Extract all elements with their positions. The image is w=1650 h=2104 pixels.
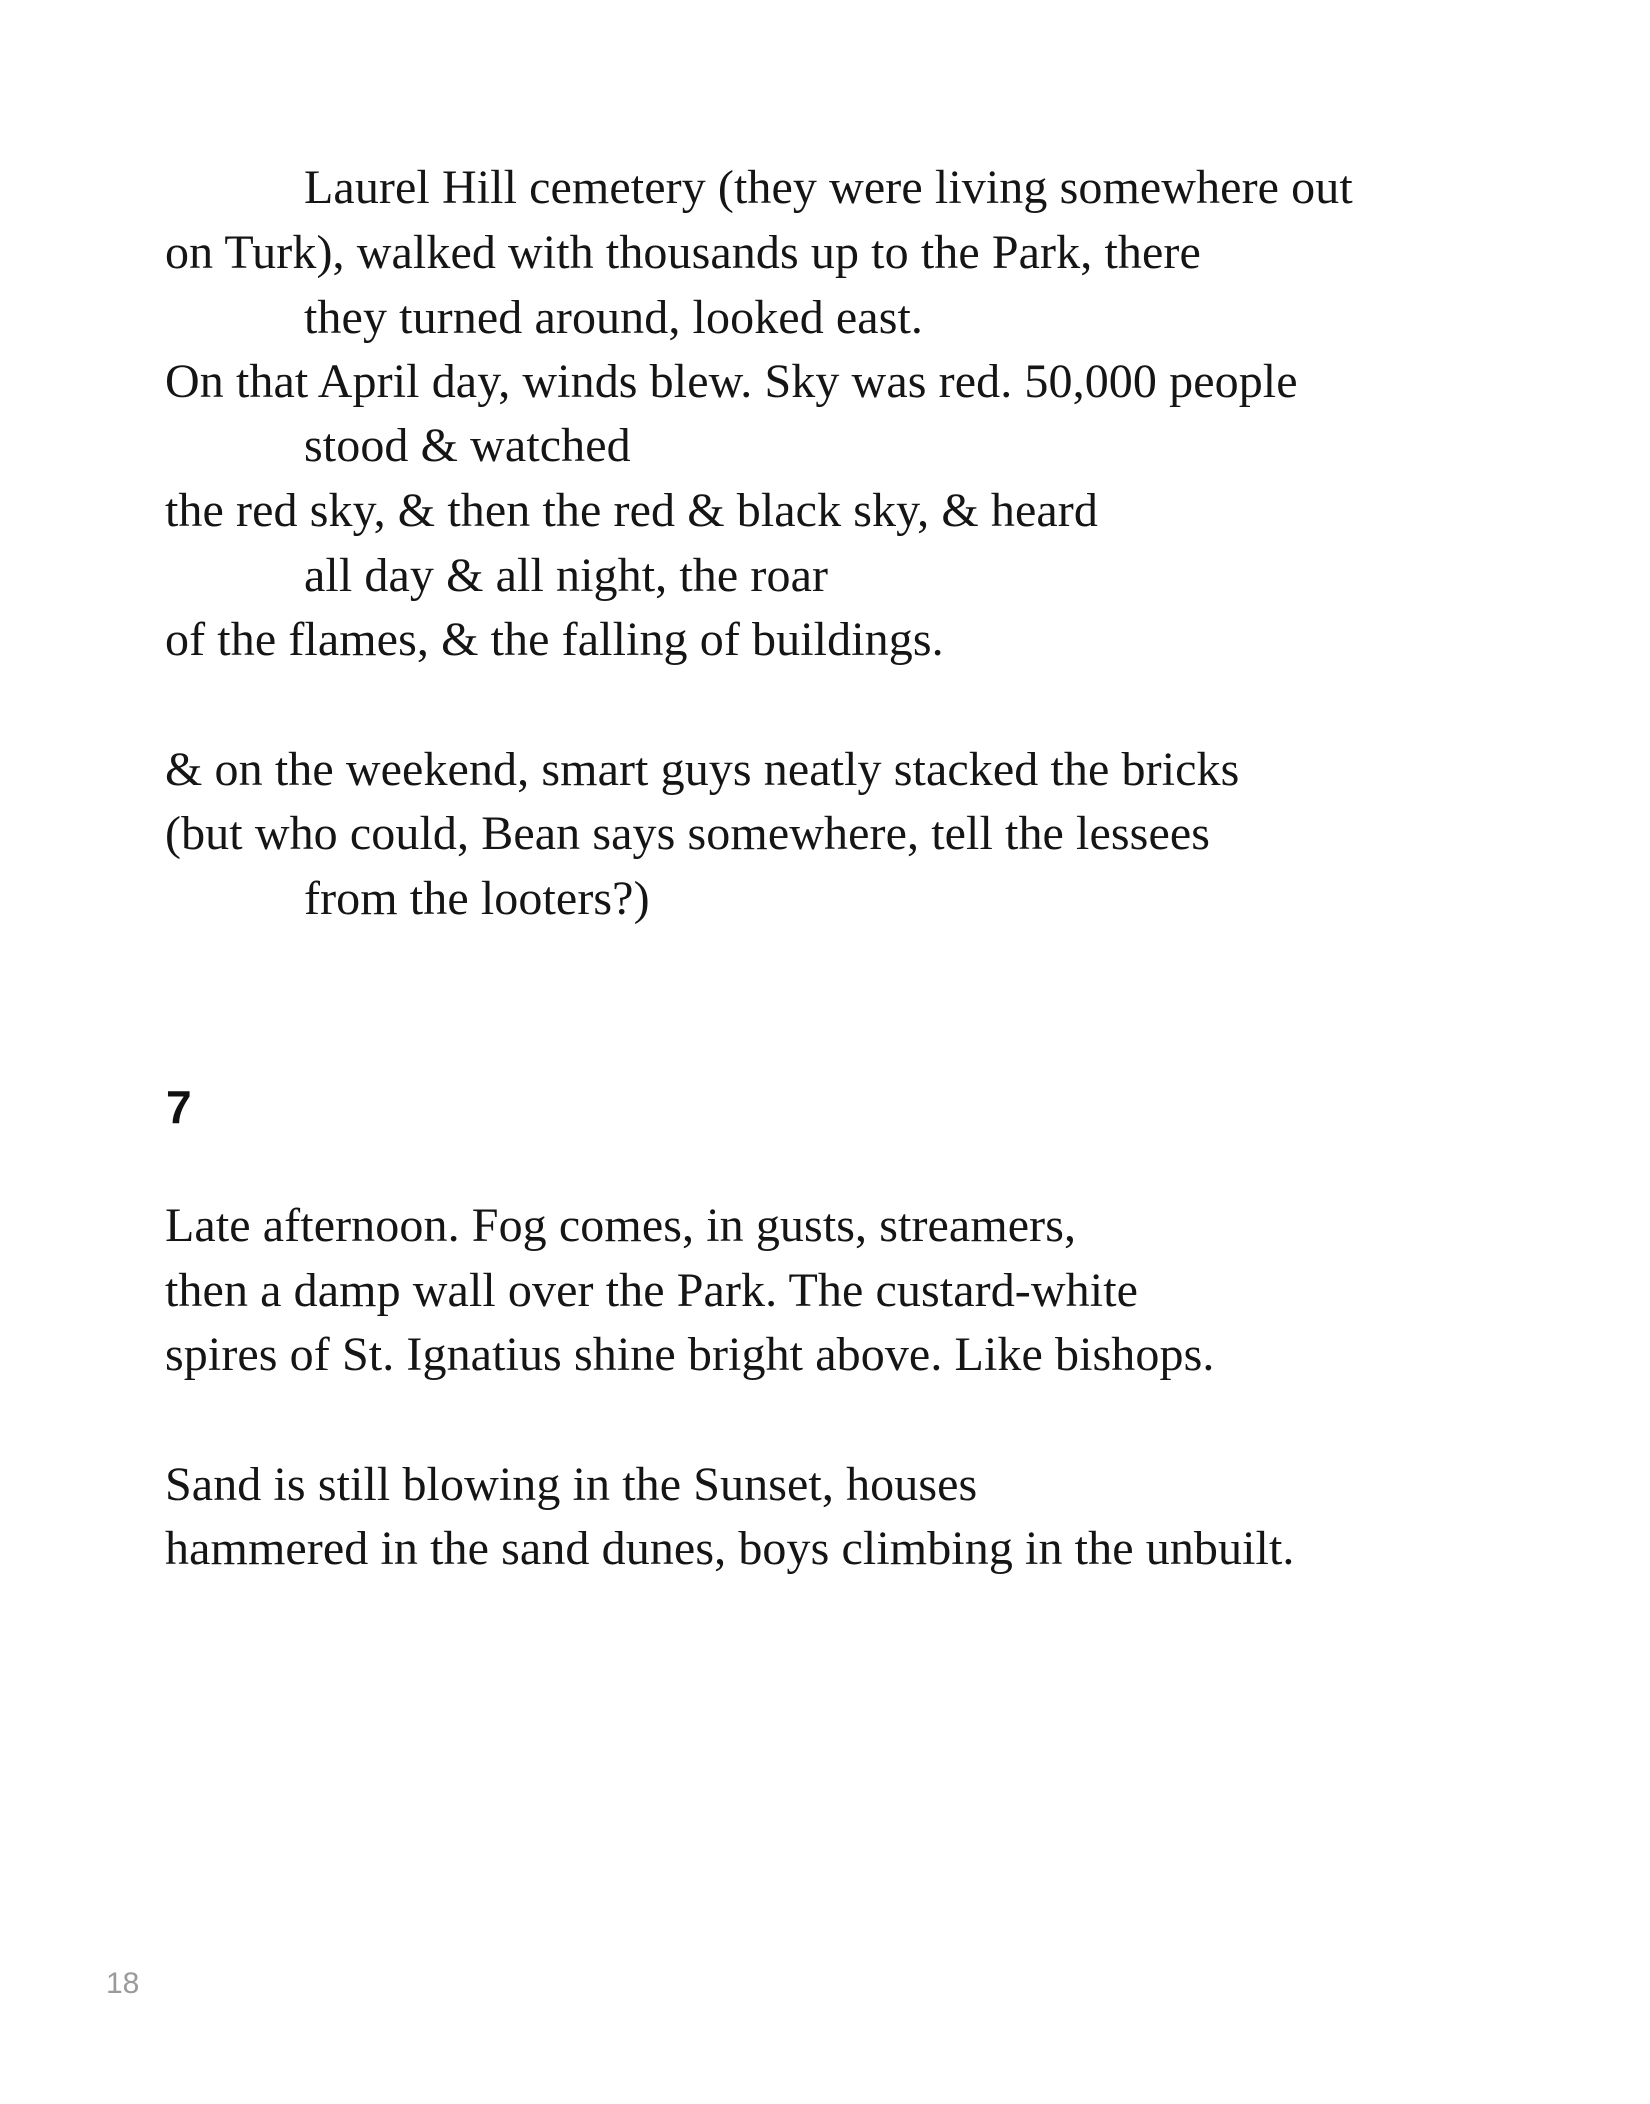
poem-line: Sand is still blowing in the Sunset, houses: [165, 1458, 978, 1511]
poem-line: On that April day, winds blew. Sky was red. 50,000 people: [165, 355, 1298, 408]
poem-line: stood & watched: [304, 419, 631, 472]
page-number: 18: [106, 1967, 140, 2000]
poem-line: from the looters?): [304, 872, 650, 925]
poem-line: Laurel Hill cemetery (they were living somewhere out: [304, 161, 1353, 214]
poem-line: all day & all night, the roar: [304, 549, 829, 602]
poem-line: of the flames, & the falling of buildings.: [165, 613, 944, 666]
poem-line: & on the weekend, smart guys neatly stacked the bricks: [165, 743, 1240, 796]
poem-line: they turned around, looked east.: [304, 291, 924, 344]
poem-line: spires of St. Ignatius shine bright above. Like bishops.: [165, 1328, 1215, 1381]
poem-line: Late afternoon. Fog comes, in gusts, streamers,: [165, 1199, 1077, 1252]
poem-line: (but who could, Bean says somewhere, tell the lessees: [165, 807, 1211, 860]
poem-line: on Turk), walked with thousands up to the Park, there: [165, 226, 1201, 279]
poem-line: the red sky, & then the red & black sky, & heard: [165, 484, 1098, 537]
poem-line: hammered in the sand dunes, boys climbing in the unbuilt.: [165, 1522, 1295, 1575]
section-number: 7: [166, 1081, 192, 1133]
poem-line: then a damp wall over the Park. The custard-white: [165, 1264, 1139, 1317]
